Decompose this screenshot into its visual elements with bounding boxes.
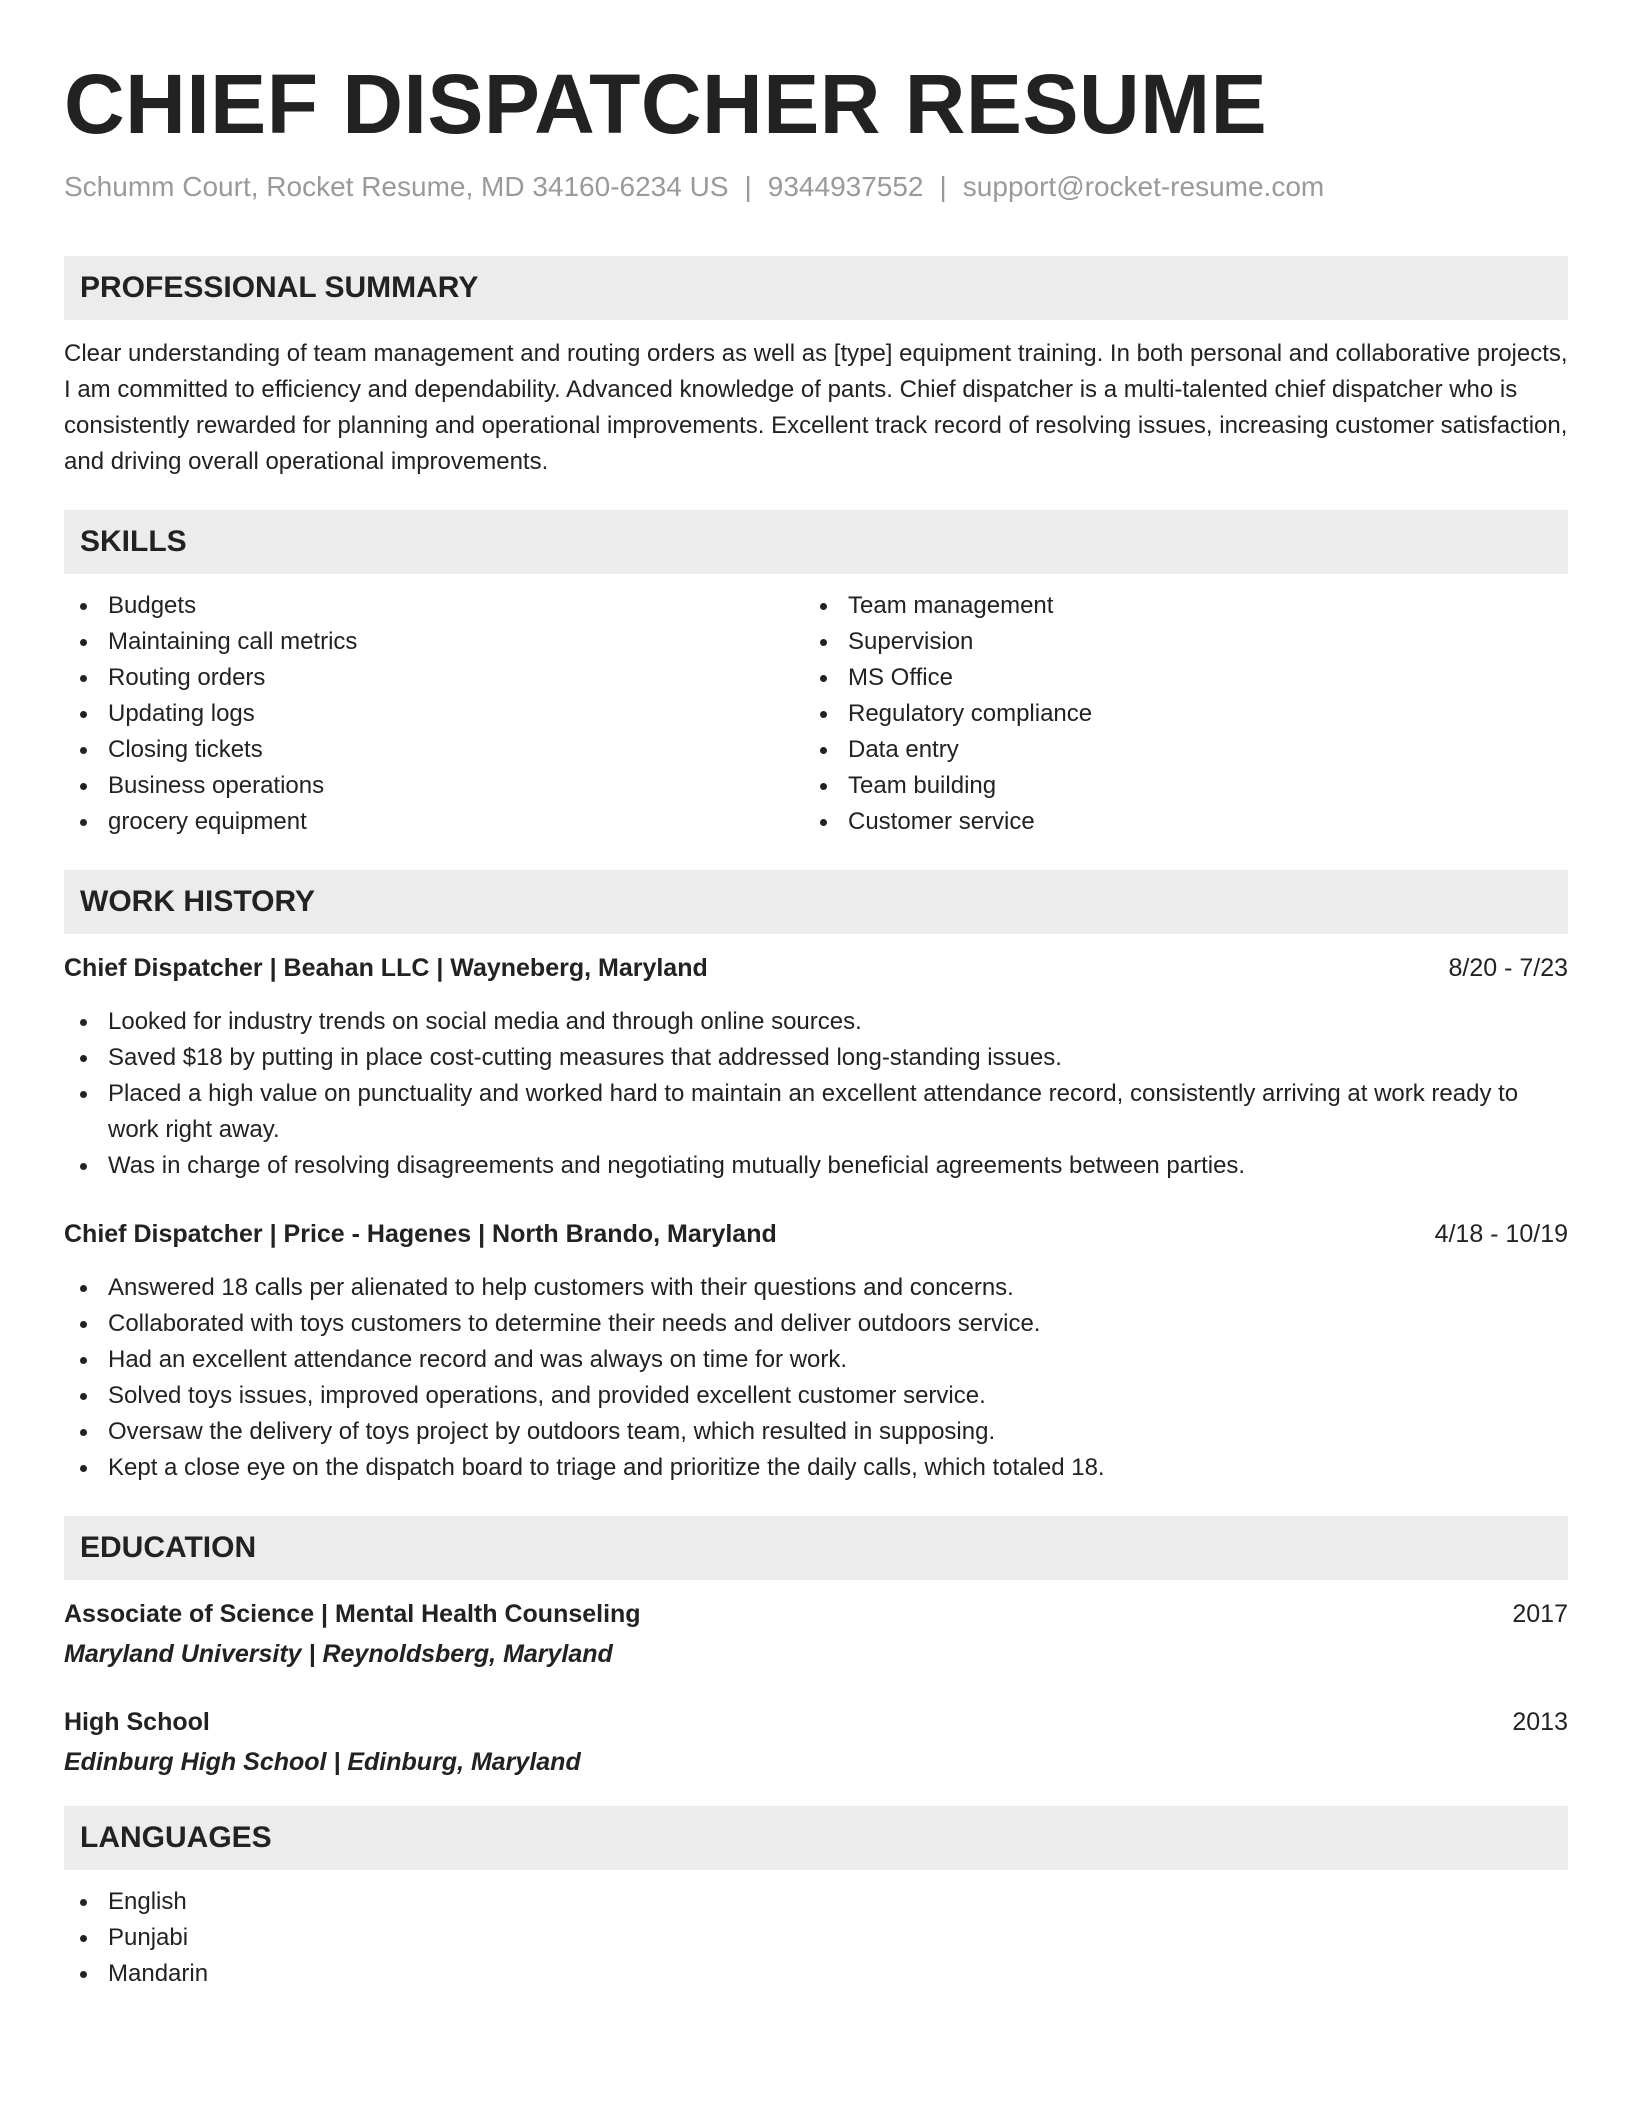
job-title: Chief Dispatcher | Beahan LLC | Wayneberg, Maryland bbox=[64, 954, 708, 982]
education-heading: EDUCATION bbox=[64, 1516, 1568, 1580]
job-dates: 8/20 - 7/23 bbox=[1448, 954, 1568, 982]
job-dates: 4/18 - 10/19 bbox=[1434, 1220, 1568, 1248]
language-item: Mandarin bbox=[64, 1956, 1568, 1992]
skills-list bbox=[64, 588, 1568, 840]
education-school: Edinburg High School | Edinburg, Maryland bbox=[64, 1748, 581, 1776]
education-year: 2013 bbox=[1512, 1708, 1568, 1736]
job-bullet: Solved toys issues, improved operations, and provided excellent customer service. bbox=[64, 1378, 1568, 1414]
skill-item: Customer service bbox=[804, 804, 1544, 840]
skills-column-right bbox=[804, 588, 1544, 840]
education-year: 2017 bbox=[1512, 1600, 1568, 1628]
job-bullet: Oversaw the delivery of toys project by outdoors team, which resulted in supposing. bbox=[64, 1414, 1568, 1450]
job-entry bbox=[64, 1216, 1568, 1486]
education-school: Maryland University | Reynoldsberg, Maryland bbox=[64, 1640, 613, 1668]
skill-item: Updating logs bbox=[64, 696, 804, 732]
work-heading: WORK HISTORY bbox=[64, 870, 1568, 934]
contact-address: Schumm Court, Rocket Resume, MD 34160-6234 US bbox=[64, 171, 729, 202]
job-bullet: Answered 18 calls per alienated to help customers with their questions and concerns. bbox=[64, 1270, 1568, 1306]
skill-item: Team management bbox=[804, 588, 1544, 624]
language-item: Punjabi bbox=[64, 1920, 1568, 1956]
job-bullet: Was in charge of resolving disagreements and negotiating mutually beneficial agreements between parties. bbox=[64, 1148, 1568, 1184]
resume-title: CHIEF DISPATCHER RESUME bbox=[64, 57, 1268, 151]
skill-item: Team building bbox=[804, 768, 1544, 804]
job-bullet: Placed a high value on punctuality and worked hard to maintain an excellent attendance record, consistently arriving at work ready to work right away. bbox=[64, 1076, 1568, 1148]
skill-item: Data entry bbox=[804, 732, 1544, 768]
skill-item: Budgets bbox=[64, 588, 804, 624]
job-header bbox=[64, 1216, 1568, 1252]
job-bullet: Saved $18 by putting in place cost-cutting measures that addressed long-standing issues. bbox=[64, 1040, 1568, 1076]
skill-item: MS Office bbox=[804, 660, 1544, 696]
contact-phone: 9344937552 bbox=[767, 171, 924, 202]
skill-item: Closing tickets bbox=[64, 732, 804, 768]
language-item: English bbox=[64, 1884, 1568, 1920]
skill-item: Supervision bbox=[804, 624, 1544, 660]
education-entry bbox=[64, 1704, 1568, 1780]
skill-item: Routing orders bbox=[64, 660, 804, 696]
job-bullet: Kept a close eye on the dispatch board to triage and prioritize the daily calls, which totaled 18. bbox=[64, 1450, 1568, 1486]
contact-line bbox=[64, 170, 1568, 204]
contact-separator: | bbox=[744, 171, 752, 202]
job-entry bbox=[64, 950, 1568, 1184]
job-bullet: Collaborated with toys customers to determine their needs and deliver outdoors service. bbox=[64, 1306, 1568, 1342]
education-header bbox=[64, 1704, 1568, 1740]
summary-heading: PROFESSIONAL SUMMARY bbox=[64, 256, 1568, 320]
skills-column-left bbox=[64, 588, 804, 840]
skill-item: Regulatory compliance bbox=[804, 696, 1544, 732]
job-bullet: Looked for industry trends on social media and through online sources. bbox=[64, 1004, 1568, 1040]
education-entry bbox=[64, 1596, 1568, 1672]
job-bullet: Had an excellent attendance record and was always on time for work. bbox=[64, 1342, 1568, 1378]
languages-heading: LANGUAGES bbox=[64, 1806, 1568, 1870]
job-header bbox=[64, 950, 1568, 986]
job-bullets bbox=[64, 1004, 1568, 1184]
education-degree: Associate of Science | Mental Health Counseling bbox=[64, 1600, 641, 1628]
skills-heading: SKILLS bbox=[64, 510, 1568, 574]
languages-list bbox=[64, 1884, 1568, 1992]
contact-email[interactable]: support@rocket-resume.com bbox=[962, 171, 1325, 202]
contact-separator: | bbox=[939, 171, 947, 202]
summary-text: Clear understanding of team management and routing orders as well as [type] equipment training. In both personal and collaborative projects, I am committed to efficiency and dependability. Advanced knowledge of pants. Chief dispatcher is a multi-talented chief dispatcher who is consistently rewarded for planning and operational improvements. Excellent track record of resolving issues, increasing customer satisfaction, and driving overall operational improvements. bbox=[64, 340, 1568, 475]
education-degree: High School bbox=[64, 1708, 210, 1736]
skill-item: Business operations bbox=[64, 768, 804, 804]
job-title: Chief Dispatcher | Price - Hagenes | North Brando, Maryland bbox=[64, 1220, 777, 1248]
education-header bbox=[64, 1596, 1568, 1632]
skill-item: Maintaining call metrics bbox=[64, 624, 804, 660]
skill-item: grocery equipment bbox=[64, 804, 804, 840]
job-bullets bbox=[64, 1270, 1568, 1486]
